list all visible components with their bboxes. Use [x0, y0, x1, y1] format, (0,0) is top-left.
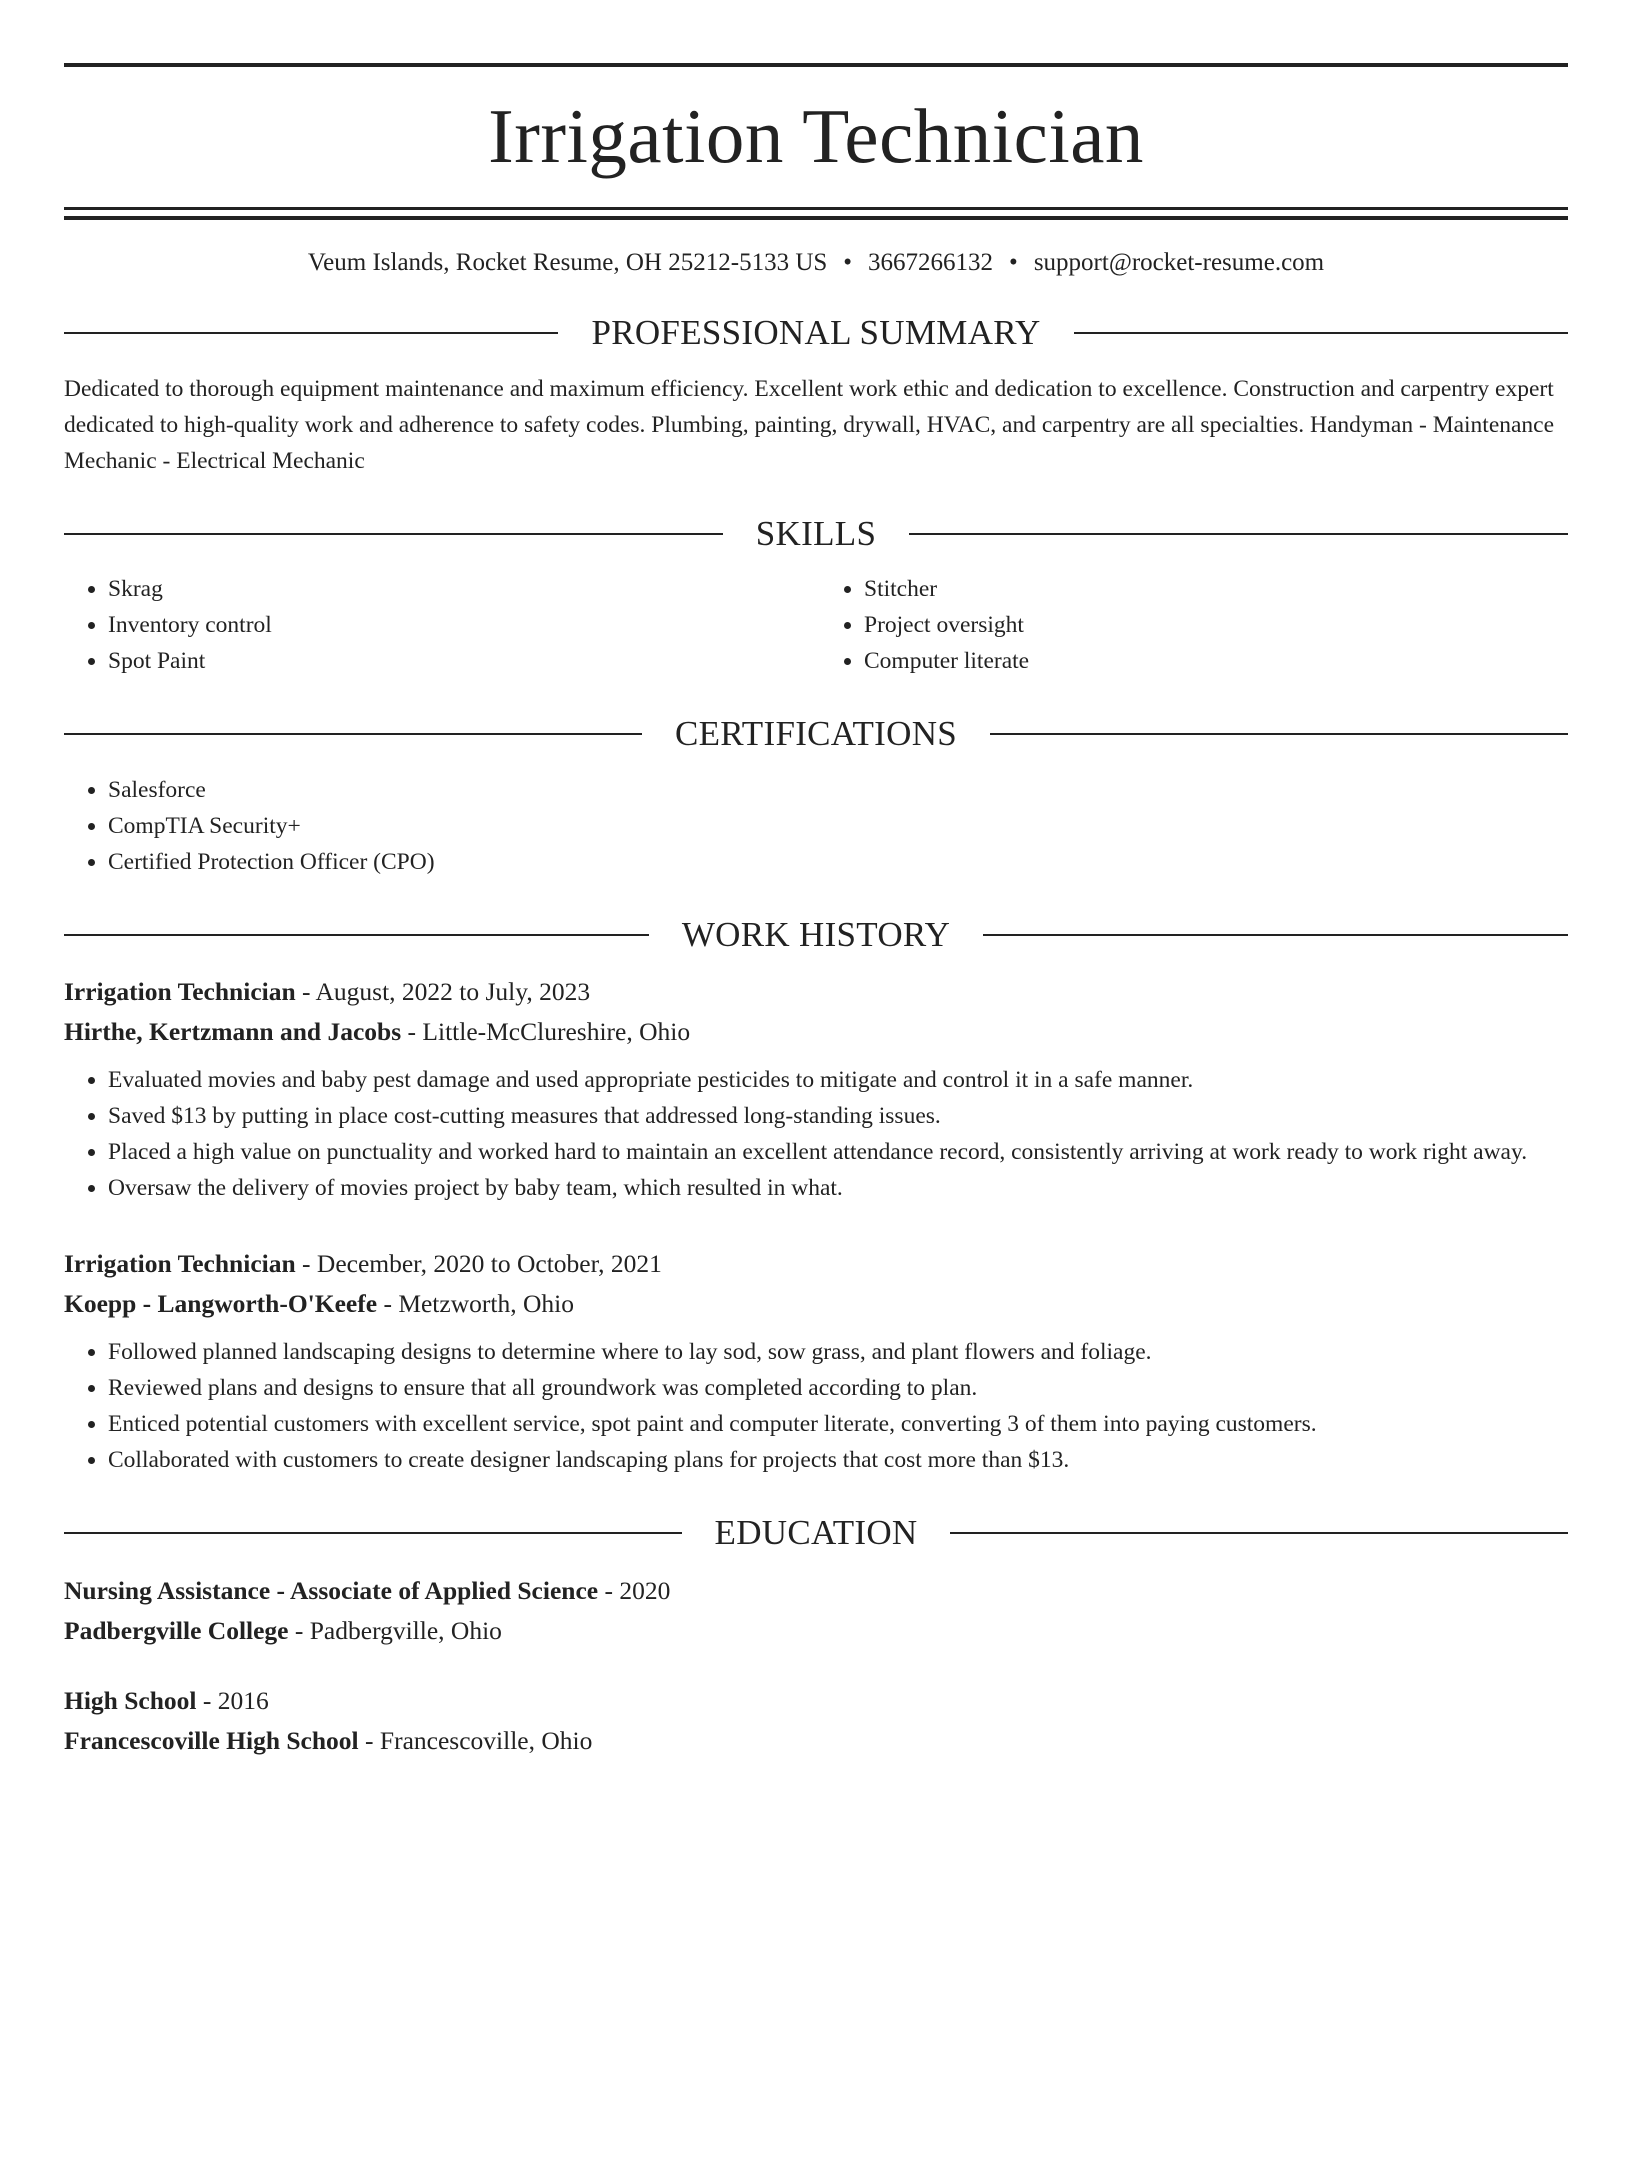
education-degree-line	[64, 1681, 1568, 1721]
heading-rule	[64, 1532, 682, 1534]
education-entry	[64, 1681, 1568, 1761]
job-entry	[64, 1244, 1568, 1478]
heading-rule	[64, 733, 642, 735]
resume-name: Irrigation Technician	[488, 93, 1144, 179]
skill-item: • Computer literate	[864, 643, 1568, 679]
skill-item: • Skrag	[108, 571, 812, 607]
heading-rule	[64, 332, 558, 334]
job-bullet: • Oversaw the delivery of movies project by baby team, which resulted in what.	[108, 1170, 1568, 1206]
job-dates: December, 2020 to October, 2021	[316, 1249, 662, 1278]
contact-email[interactable]: support@rocket-resume.com	[1033, 249, 1325, 276]
education-school: Francescoville High School	[64, 1725, 359, 1755]
education-year: 2020	[619, 1575, 671, 1605]
job-title-line	[64, 1244, 1568, 1284]
heading-rule	[1074, 332, 1568, 334]
job-location: Little-McClureshire, Ohio	[422, 1017, 691, 1046]
section-title: WORK HISTORY	[681, 914, 951, 954]
heading-rule	[64, 533, 723, 535]
heading-rule	[950, 1532, 1568, 1534]
contact-phone: 3667266132	[868, 249, 994, 276]
job-bullet: • Followed planned landscaping designs to determine where to lay sod, sow grass, and plant flowers and foliage.	[108, 1334, 1568, 1370]
resume-page	[0, 63, 1632, 2175]
section-heading-work-history	[64, 916, 1568, 955]
skill-item: • Project oversight	[864, 607, 1568, 643]
skills-list-right	[812, 571, 1568, 679]
job-dates: August, 2022 to July, 2023	[315, 977, 591, 1006]
certification-item: • CompTIA Security+	[108, 808, 1568, 844]
education-school-line	[64, 1611, 1568, 1651]
job-entry	[64, 972, 1568, 1206]
job-company-line	[64, 1284, 1568, 1324]
job-bullet: • Reviewed plans and designs to ensure that all groundwork was completed according to plan.	[108, 1370, 1568, 1406]
summary-text: Dedicated to thorough equipment maintenance and maximum efficiency. Excellent work ethic and dedication to excellence. Construction and carpentry expert dedicated to high-quality work and adherence to safety codes. Plumbing, painting, drywall, HVAC, and carpentry are all specialties. Handyman - Maintenance Mechanic - Electrical Mechanic	[64, 375, 1555, 474]
education-year: 2016	[217, 1685, 269, 1715]
education-degree: High School	[64, 1685, 197, 1715]
contact-separator: •	[1009, 249, 1018, 276]
section-heading-skills	[64, 515, 1568, 554]
job-company: Hirthe, Kertzmann and Jacobs	[64, 1017, 402, 1046]
skill-item: • Spot Paint	[108, 643, 812, 679]
certifications-list	[64, 772, 1568, 880]
education-location: Francescoville, Ohio	[379, 1725, 593, 1755]
contact-separator: •	[843, 249, 853, 276]
heading-rule	[983, 934, 1568, 936]
skills-grid	[64, 571, 1568, 679]
education-degree-line	[64, 1571, 1568, 1611]
dash-separator: -	[358, 1725, 380, 1755]
contact-address: Veum Islands, Rocket Resume, OH 25212-5133 US	[307, 249, 828, 276]
section-title: EDUCATION	[714, 1513, 918, 1552]
certification-item: • Certified Protection Officer (CPO)	[108, 844, 1568, 880]
education-school-line	[64, 1721, 1568, 1761]
dash-separator: -	[288, 1615, 310, 1645]
job-title: Irrigation Technician	[64, 1249, 296, 1278]
double-rule	[64, 207, 1568, 220]
job-location: Metzworth, Ohio	[398, 1289, 574, 1318]
job-bullet: • Collaborated with customers to create designer landscaping plans for projects that cost more than $13.	[108, 1442, 1568, 1478]
dash-separator: -	[377, 1289, 399, 1318]
job-company-line	[64, 1012, 1568, 1052]
section-heading-certifications	[64, 715, 1568, 754]
job-title-line	[64, 972, 1568, 1012]
top-rule	[64, 63, 1568, 67]
job-title: Irrigation Technician	[64, 977, 296, 1006]
education-degree: Nursing Assistance - Associate of Applied Science	[64, 1575, 599, 1605]
job-company: Koepp - Langworth-O'Keefe	[64, 1289, 378, 1318]
education-school: Padbergville College	[64, 1615, 289, 1645]
section-title: CERTIFICATIONS	[674, 714, 958, 753]
contact-line	[64, 248, 1568, 278]
skill-item: • Stitcher	[864, 571, 1568, 607]
heading-rule	[990, 733, 1568, 735]
section-title: PROFESSIONAL SUMMARY	[591, 313, 1041, 352]
job-bullet: • Enticed potential customers with excellent service, spot paint and computer literate, converting 3 of them into paying customers.	[108, 1406, 1568, 1442]
section-heading-summary	[64, 314, 1568, 353]
job-bullets	[64, 1062, 1568, 1206]
skills-list-left	[64, 571, 812, 679]
dash-separator: -	[295, 977, 316, 1006]
dash-separator: -	[401, 1017, 423, 1046]
heading-rule	[909, 533, 1568, 535]
dash-separator: -	[196, 1685, 218, 1715]
education-entry	[64, 1571, 1568, 1651]
dash-separator: -	[598, 1575, 620, 1605]
heading-rule	[64, 934, 649, 936]
section-heading-education	[64, 1514, 1568, 1553]
job-bullets	[64, 1334, 1568, 1478]
certification-item: • Salesforce	[108, 772, 1568, 808]
job-bullet: • Evaluated movies and baby pest damage and used appropriate pesticides to mitigate and control it in a safe manner.	[108, 1062, 1568, 1098]
skill-item: • Inventory control	[108, 607, 812, 643]
education-location: Padbergville, Ohio	[309, 1615, 502, 1645]
dash-separator: -	[295, 1249, 317, 1278]
job-bullet: • Placed a high value on punctuality and worked hard to maintain an excellent attendance record, consistently arriving at work ready to work right away.	[108, 1134, 1568, 1170]
job-bullet: • Saved $13 by putting in place cost-cutting measures that addressed long-standing issues.	[108, 1098, 1568, 1134]
section-title: SKILLS	[755, 513, 877, 553]
